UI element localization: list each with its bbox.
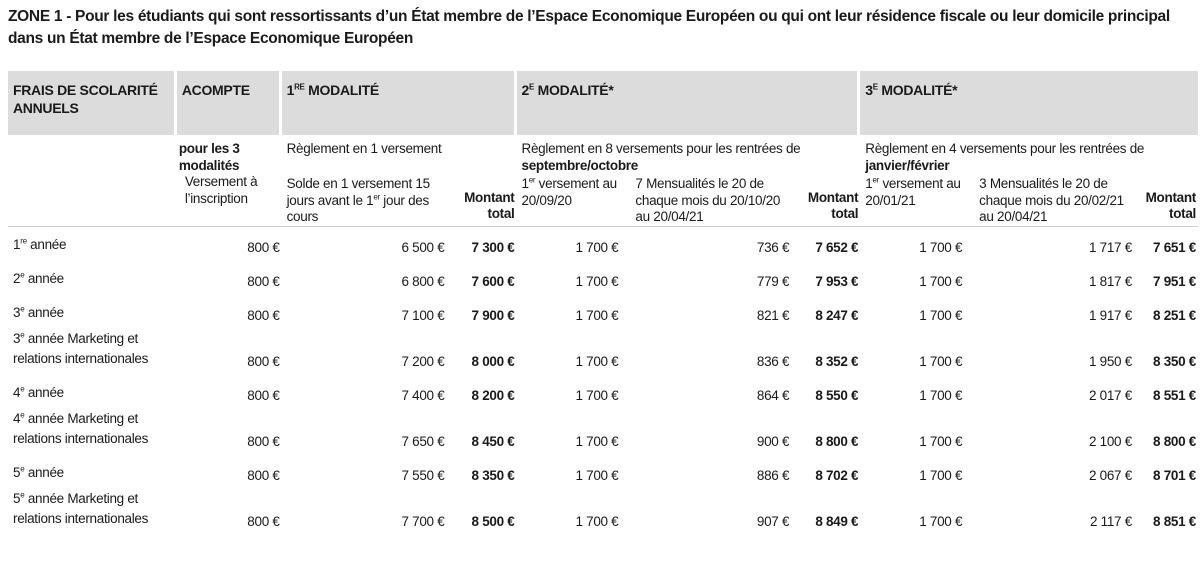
m3-total-cell: 8 350 € — [1153, 353, 1196, 369]
table-row — [8, 489, 1198, 535]
acompte-cell: 800 € — [247, 307, 280, 323]
acompte-cell: 800 € — [247, 387, 280, 403]
table-row — [8, 375, 1198, 409]
m3-mensualite-cell: 1 950 € — [1088, 353, 1132, 369]
m3-first-cell: 1 700 € — [919, 467, 963, 483]
m3-total-cell: 8 551 € — [1153, 387, 1196, 403]
m2-total-header: Montant total — [796, 174, 860, 227]
m2-total-cell: 8 352 € — [815, 353, 859, 369]
m3-first-header: 1er versement au 20/01/21 — [860, 174, 974, 227]
header-modalite-3: $3^E$ MODALITÉ* — [860, 71, 1198, 135]
m1-solde-cell: 7 550 € — [401, 467, 445, 483]
m1-solde-cell: 7 200 € — [401, 353, 445, 369]
m2-total-cell: 8 800 € — [815, 433, 859, 449]
m2-first-cell: 1 700 € — [575, 353, 619, 369]
m2-mensualite-cell: 900 € — [756, 433, 790, 449]
m1-total-cell: 7 600 € — [471, 273, 515, 289]
header-modalite-2: $2^E$ MODALITÉ* — [517, 71, 861, 135]
m2-total-cell: 7 652 € — [815, 239, 859, 255]
m2-first-cell: 1 700 € — [575, 433, 619, 449]
m2-first-cell: 1 700 € — [575, 307, 619, 323]
m3-first-cell: 1 700 € — [919, 387, 963, 403]
header-acompte: ACOMPTE — [177, 71, 282, 135]
m3-first-cell: 1 700 € — [919, 307, 963, 323]
m2-mensualites-header: 7 Mensualités le 20 de chaque mois du 20/10/20 au 20/04/21 — [630, 174, 796, 227]
table-row — [8, 409, 1198, 455]
m2-mensualite-cell: 907 € — [756, 513, 790, 529]
table-row — [8, 295, 1198, 329]
m3-total-cell: 8 251 € — [1153, 307, 1196, 323]
acompte-modalites: pour les 3 modalités — [178, 141, 240, 173]
m3-mensualite-cell: 1 917 € — [1088, 307, 1132, 323]
m1-total-header: Montant total — [451, 174, 516, 227]
m3-mensualite-cell: 2 067 € — [1088, 467, 1132, 483]
m2-mensualite-cell: 864 € — [756, 387, 790, 403]
m2-first-header: 1er versement au 20/09/20 — [517, 174, 631, 227]
m2-total-cell: 8 247 € — [815, 307, 859, 323]
acompte-cell: 800 € — [247, 433, 280, 449]
m2-mensualite-cell: 779 € — [756, 273, 790, 289]
m1-total-cell: 7 900 € — [471, 307, 515, 323]
table-body — [8, 227, 1198, 535]
m1-solde-header: Solde en 1 versement 15 jours avant le 1er jour des cours — [282, 174, 452, 227]
m2-total-cell: 8 849 € — [815, 513, 859, 529]
header-row — [8, 71, 1198, 135]
m3-total-cell: 7 651 € — [1153, 239, 1196, 255]
m3-first-cell: 1 700 € — [919, 353, 963, 369]
m3-mensualites-header: 3 Mensualités le 20 de chaque mois du 20/02/21 au 20/04/21 — [974, 174, 1139, 227]
m2-first-cell: 1 700 € — [575, 387, 619, 403]
m1-solde-cell: 7 400 € — [401, 387, 445, 403]
header-modalite-1: 1RE MODALITÉ — [282, 71, 517, 135]
m2-mensualite-cell: 821 € — [756, 307, 790, 323]
m1-total-cell: 7 300 € — [471, 239, 515, 255]
m1-solde-cell: 6 500 € — [401, 239, 445, 255]
year-label: 5e année — [13, 464, 64, 480]
m3-mensualite-cell: 2 100 € — [1088, 433, 1132, 449]
m3-description: Règlement en 4 versements pour les rentrées de janvier/février — [865, 141, 1145, 173]
m3-first-cell: 1 700 € — [919, 273, 963, 289]
m2-total-cell: 8 550 € — [815, 387, 859, 403]
m1-total-cell: 8 500 € — [471, 513, 515, 529]
m2-mensualite-cell: 736 € — [756, 239, 790, 255]
acompte-cell: 800 € — [247, 467, 280, 483]
tuition-table — [8, 71, 1198, 535]
m2-mensualite-cell: 836 € — [756, 353, 790, 369]
m3-first-cell: 1 700 € — [919, 239, 963, 255]
m1-description: Règlement en 1 versement — [286, 141, 442, 156]
m1-solde-cell: 6 800 € — [401, 273, 445, 289]
year-label: 3e année — [13, 304, 64, 320]
page-title: ZONE 1 - Pour les étudiants qui sont ressortissants d’un État membre de l’Espace Economique Européen ou qui ont leur résidence fiscale ou leur domicile principal dans un État membre de l’Espace Economique Européen — [8, 8, 1170, 47]
m2-total-cell: 7 953 € — [815, 273, 859, 289]
m2-first-cell: 1 700 € — [575, 273, 619, 289]
year-label: 4e année Marketing et relations internationales — [13, 410, 149, 446]
m1-solde-cell: 7 700 € — [401, 513, 445, 529]
table-row — [8, 455, 1198, 489]
header-frais: FRAIS DE SCOLARITÉ ANNUELS — [8, 71, 177, 135]
table-row — [8, 261, 1198, 295]
m3-mensualite-cell: 2 117 € — [1089, 513, 1132, 529]
m3-total-cell: 8 851 € — [1153, 513, 1196, 529]
m1-solde-cell: 7 100 € — [401, 307, 445, 323]
acompte-description: Versement à l’inscription — [177, 174, 282, 227]
m1-total-cell: 8 200 € — [471, 387, 515, 403]
m2-first-cell: 1 700 € — [575, 467, 619, 483]
subheader-row-1 — [8, 135, 1198, 174]
year-label: 1re année — [13, 236, 67, 252]
m2-first-cell: 1 700 € — [575, 239, 619, 255]
m3-mensualite-cell: 1 817 € — [1088, 273, 1132, 289]
m1-solde-cell: 7 650 € — [401, 433, 445, 449]
acompte-cell: 800 € — [247, 513, 280, 529]
m3-total-cell: 8 701 € — [1153, 467, 1196, 483]
year-label: 2e année — [13, 270, 64, 286]
m2-mensualite-cell: 886 € — [756, 467, 790, 483]
acompte-cell: 800 € — [247, 353, 280, 369]
m1-total-cell: 8 350 € — [471, 467, 515, 483]
acompte-cell: 800 € — [247, 239, 280, 255]
table-row — [8, 227, 1198, 261]
m3-total-cell: 7 951 € — [1153, 273, 1196, 289]
year-label: 5e année Marketing et relations internationales — [13, 490, 149, 526]
m3-total-cell: 8 800 € — [1153, 433, 1196, 449]
table-row — [8, 329, 1198, 375]
m3-total-header: Montant total — [1139, 174, 1198, 227]
m1-total-cell: 8 450 € — [471, 433, 515, 449]
m1-total-cell: 8 000 € — [471, 353, 515, 369]
m3-first-cell: 1 700 € — [919, 513, 963, 529]
m3-first-cell: 1 700 € — [919, 433, 963, 449]
m3-mensualite-cell: 1 717 € — [1088, 239, 1132, 255]
m2-first-cell: 1 700 € — [575, 513, 619, 529]
year-label: 3e année Marketing et relations internationales — [13, 330, 149, 366]
subheader-row-2 — [8, 174, 1198, 227]
m2-description: Règlement en 8 versements pour les rentrées de septembre/octobre — [521, 141, 801, 173]
m2-total-cell: 8 702 € — [815, 467, 859, 483]
year-label: 4e année — [13, 384, 64, 400]
acompte-cell: 800 € — [247, 273, 280, 289]
m3-mensualite-cell: 2 017 € — [1088, 387, 1132, 403]
